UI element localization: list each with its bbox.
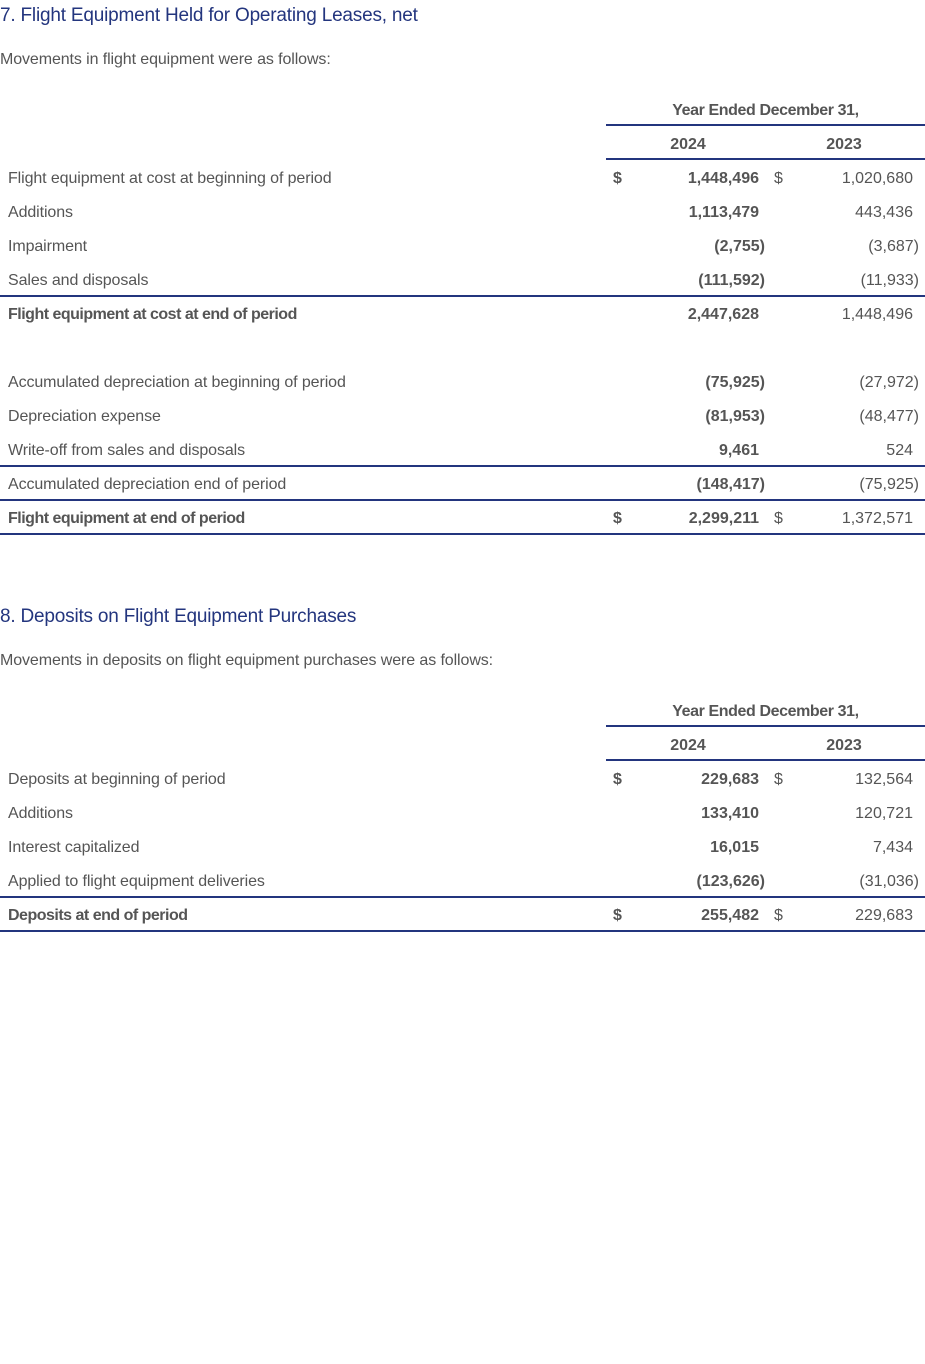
- row-label: Impairment: [8, 238, 88, 255]
- value-2024: 16,015: [710, 839, 759, 856]
- total-rule: [0, 896, 925, 898]
- table-row: [0, 763, 925, 797]
- value-2023: (3,687): [868, 238, 919, 255]
- value-2023: 120,721: [855, 805, 913, 822]
- row-label: Flight equipment at cost at beginning of period: [8, 170, 332, 187]
- note-8-intro: Movements in deposits on flight equipment purchases were as follows:: [0, 652, 494, 669]
- row-label: Sales and disposals: [8, 272, 149, 289]
- table-row: [0, 831, 925, 865]
- row-label: Accumulated depreciation end of period: [8, 476, 287, 493]
- table-row-subtotal: [0, 468, 925, 502]
- row-label: Flight equipment at end of period: [8, 510, 245, 527]
- subtotal-rule: [0, 295, 925, 297]
- currency-symbol: $: [774, 771, 783, 788]
- value-2023: 524: [886, 442, 913, 459]
- value-2024: (148,417): [696, 476, 765, 493]
- header-rule: [606, 158, 925, 160]
- value-2023: 132,564: [855, 771, 913, 788]
- table-row: [0, 366, 925, 400]
- period-header: Year Ended December 31,: [672, 102, 859, 119]
- header-rule: [606, 124, 925, 126]
- header-rule: [606, 759, 925, 761]
- value-2024: 1,448,496: [687, 170, 759, 187]
- table-row-total: [0, 899, 925, 933]
- value-2023: (31,036): [859, 873, 919, 890]
- value-2023: (48,477): [859, 408, 919, 425]
- total-rule: [0, 533, 925, 535]
- currency-symbol: $: [774, 170, 783, 187]
- row-label: Deposits at end of period: [8, 907, 188, 924]
- table-row: [0, 797, 925, 831]
- value-2024: 229,683: [701, 771, 759, 788]
- total-rule: [0, 930, 925, 932]
- value-2024: 1,113,479: [688, 204, 759, 221]
- table-row-total: [0, 502, 925, 536]
- row-label: Deposits at beginning of period: [8, 771, 226, 788]
- row-label: Depreciation expense: [8, 408, 161, 425]
- year-2023-header: 2023: [826, 737, 862, 754]
- value-2024: 133,410: [701, 805, 759, 822]
- value-2023: (75,925): [859, 476, 919, 493]
- value-2023: 1,372,571: [841, 510, 913, 527]
- value-2024: (111,592): [698, 272, 765, 289]
- currency-symbol: $: [613, 510, 622, 527]
- note-8-title: 8. Deposits on Flight Equipment Purchases: [0, 606, 357, 627]
- value-2023: (11,933): [860, 272, 919, 289]
- currency-symbol: $: [774, 510, 783, 527]
- table-row-subtotal: [0, 298, 925, 332]
- table-row: [0, 196, 925, 230]
- row-label: Interest capitalized: [8, 839, 140, 856]
- value-2024: 2,299,211: [688, 510, 759, 527]
- value-2024: (81,953): [705, 408, 765, 425]
- value-2024: 2,447,628: [687, 306, 759, 323]
- currency-symbol: $: [613, 907, 622, 924]
- row-label: Additions: [8, 805, 73, 822]
- row-label: Accumulated depreciation at beginning of period: [8, 374, 346, 391]
- value-2023: 443,436: [855, 204, 913, 221]
- row-label: Write-off from sales and disposals: [8, 442, 245, 459]
- year-2024-header: 2024: [670, 136, 706, 153]
- value-2023: 1,448,496: [841, 306, 913, 323]
- period-header: Year Ended December 31,: [672, 703, 859, 720]
- value-2024: 9,461: [718, 442, 759, 459]
- currency-symbol: $: [613, 771, 622, 788]
- value-2023: 7,434: [872, 839, 913, 856]
- currency-symbol: $: [774, 907, 783, 924]
- row-label: Flight equipment at cost at end of period: [8, 306, 297, 323]
- value-2024: (123,626): [696, 873, 765, 890]
- row-label: Applied to flight equipment deliveries: [8, 873, 265, 890]
- value-2023: (27,972): [859, 374, 919, 391]
- subtotal-rule: [0, 465, 925, 467]
- table-row: [0, 264, 925, 298]
- table-row: [0, 400, 925, 434]
- value-2024: 255,482: [701, 907, 759, 924]
- currency-symbol: $: [613, 170, 622, 187]
- value-2023: 229,683: [855, 907, 913, 924]
- year-2023-header: 2023: [826, 136, 862, 153]
- table-row: [0, 865, 925, 899]
- table-row: [0, 162, 925, 196]
- value-2023: 1,020,680: [841, 170, 913, 187]
- header-rule: [606, 725, 925, 727]
- year-2024-header: 2024: [670, 737, 706, 754]
- value-2024: (75,925): [705, 374, 765, 391]
- table-row: [0, 230, 925, 264]
- total-rule: [0, 499, 925, 501]
- note-7-title: 7. Flight Equipment Held for Operating Leases, net: [0, 5, 418, 26]
- table-row: [0, 434, 925, 468]
- note-7-intro: Movements in flight equipment were as follows:: [0, 51, 331, 68]
- value-2024: (2,755): [714, 238, 765, 255]
- row-label: Additions: [8, 204, 73, 221]
